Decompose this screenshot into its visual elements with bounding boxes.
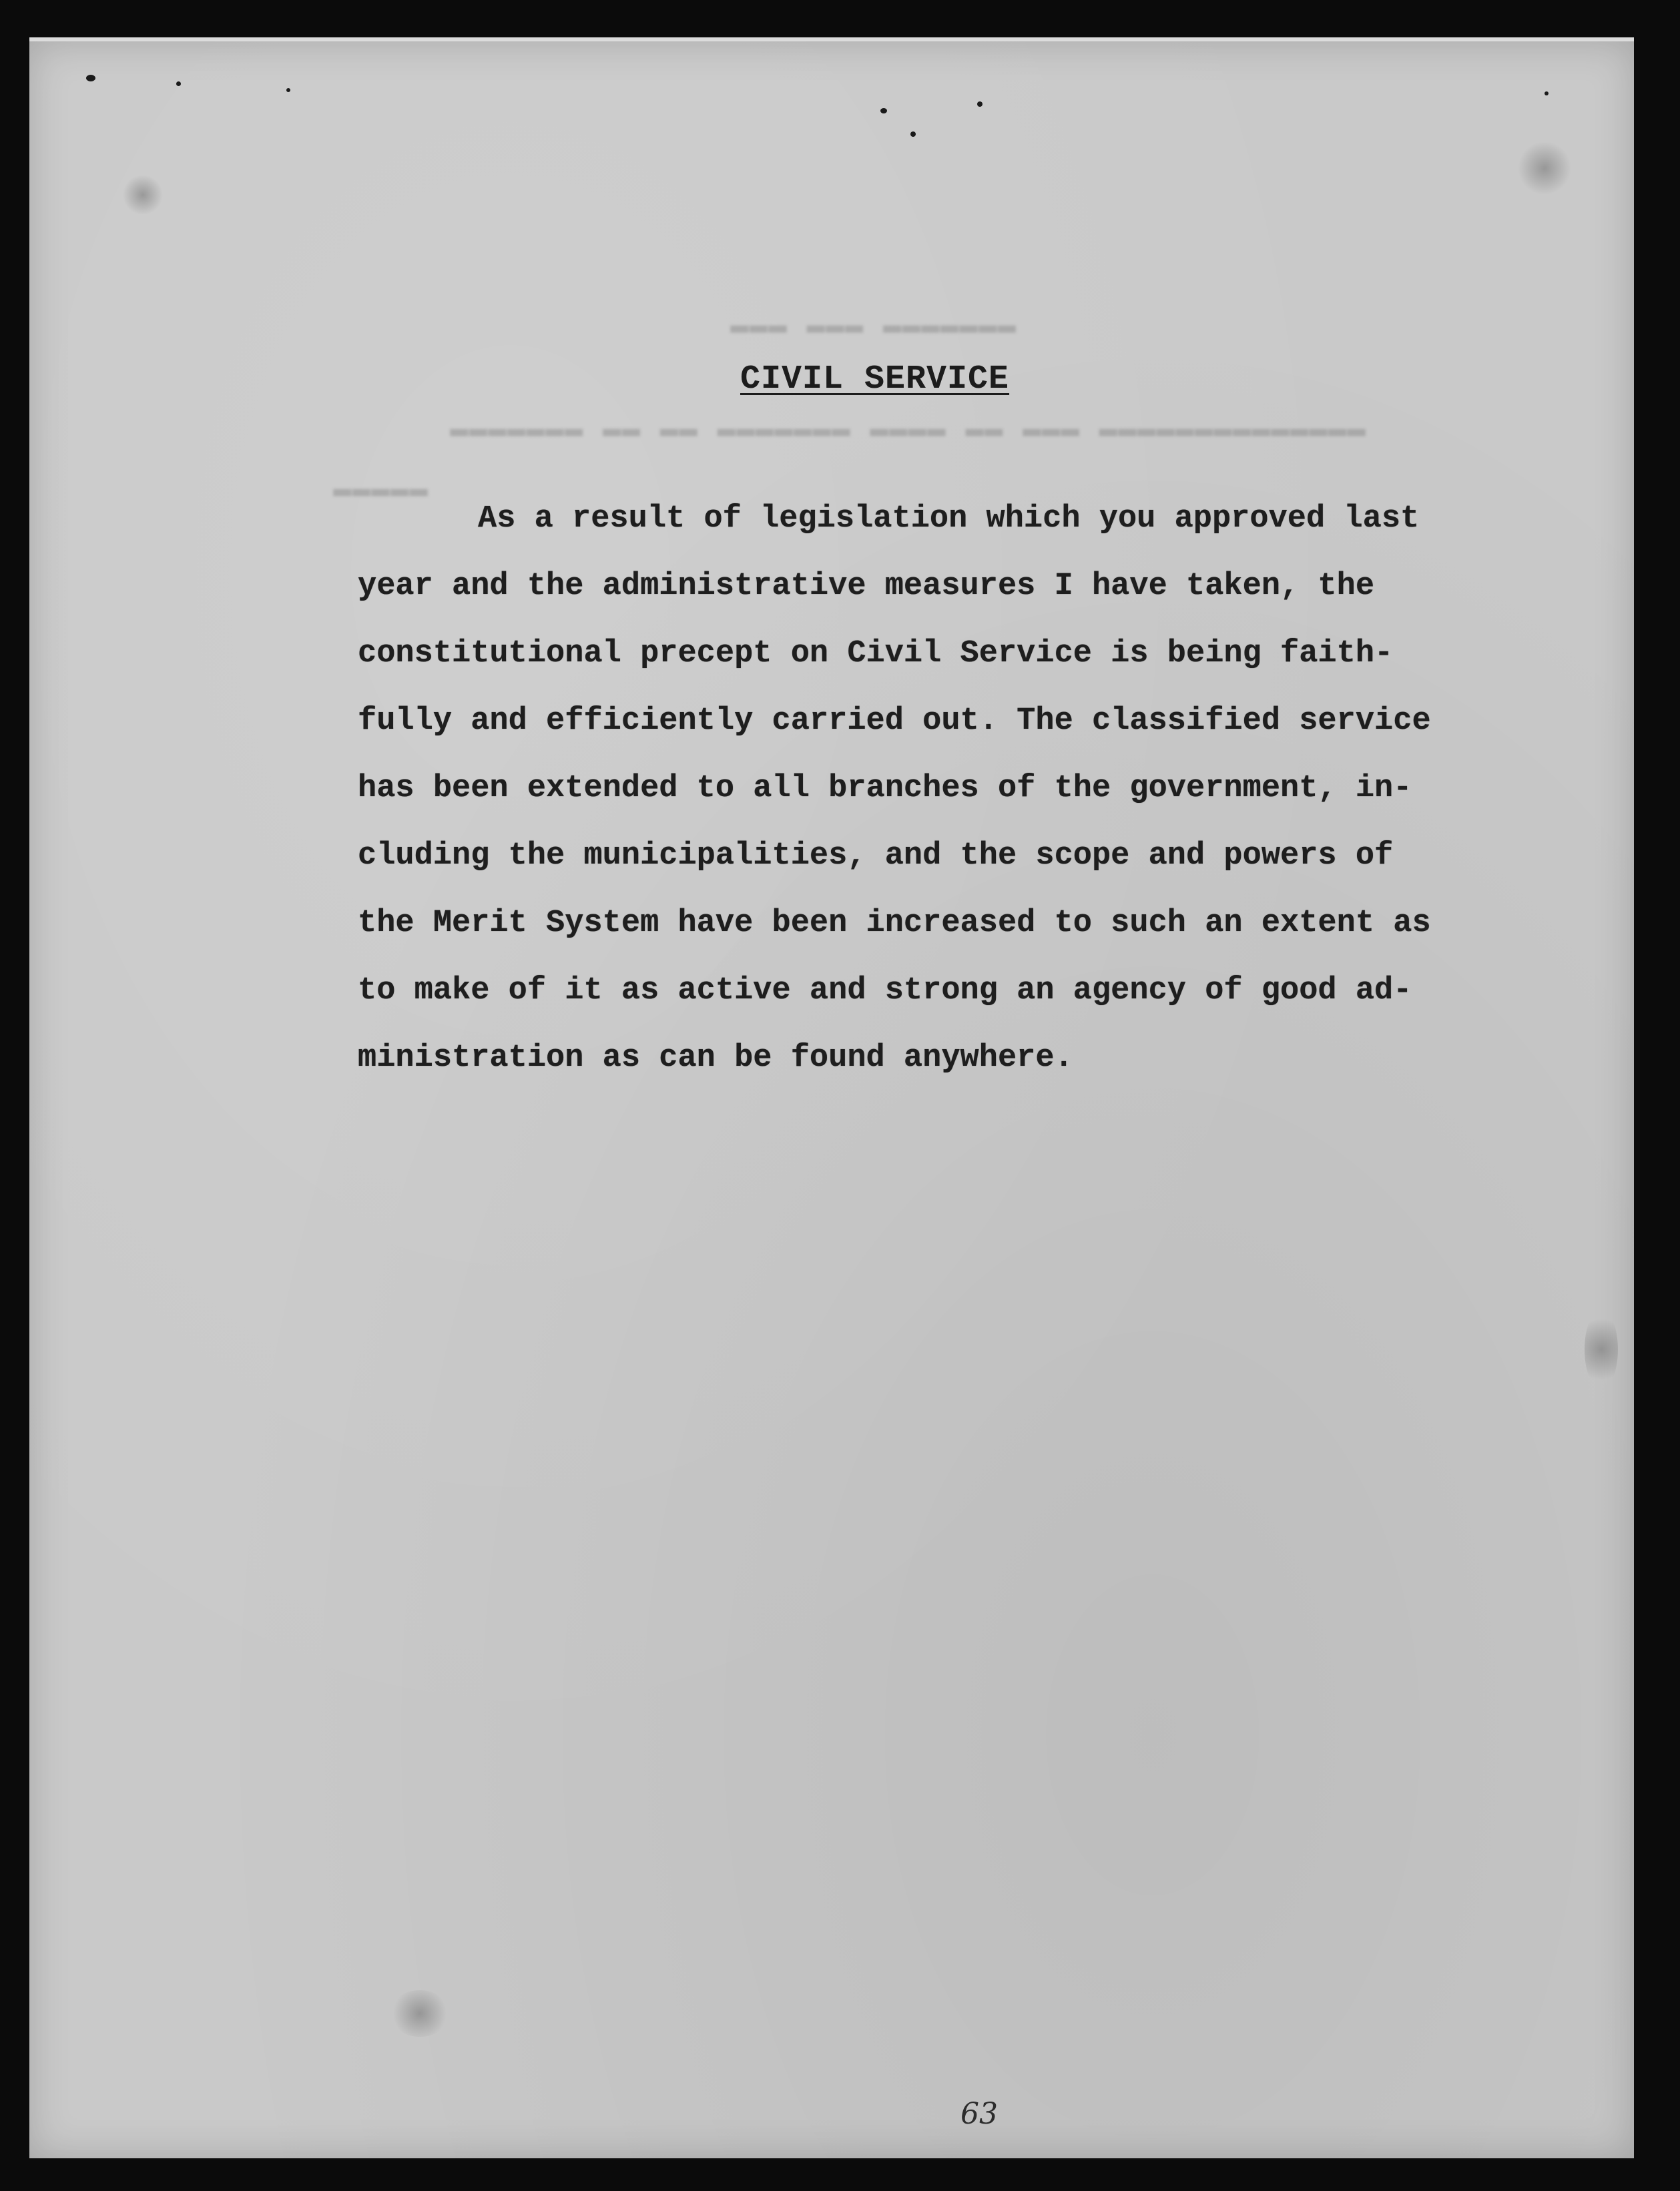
document-page	[29, 37, 1634, 2158]
paragraph-line: ministration as can be found anywhere.	[358, 1040, 1073, 1076]
scan-smudge	[1585, 1309, 1618, 1389]
body-paragraph	[358, 485, 1559, 1092]
paragraph-line: year and the administrative measures I have taken, the	[358, 569, 1375, 604]
page-number: 63	[960, 2097, 998, 2131]
show-through-text: ▬▬▬ ▬▬▬ ▬▬▬▬▬▬▬	[730, 308, 1017, 343]
paragraph-line: cluding the municipalities, and the scope and powers of	[358, 838, 1394, 874]
dust-speck	[1545, 91, 1549, 95]
scan-smudge	[123, 175, 163, 215]
show-through-text: ▬▬▬▬▬	[333, 472, 429, 507]
paragraph-line: to make of it as active and strong an agency of good ad-	[358, 973, 1412, 1008]
scan-smudge	[1518, 141, 1571, 195]
dust-speck	[176, 81, 181, 86]
scan-smudge	[390, 1990, 450, 2037]
dust-speck	[286, 88, 290, 92]
show-through-text: ▬▬▬▬▬▬▬ ▬▬ ▬▬ ▬▬▬▬▬▬▬ ▬▬▬▬ ▬▬ ▬▬▬ ▬▬▬▬▬▬▬▬▬▬▬▬▬▬	[450, 412, 1367, 446]
paragraph-line: the Merit System have been increased to such an extent as	[358, 906, 1431, 941]
paragraph-line: As a result of legislation which you approved last	[478, 501, 1420, 537]
paragraph-line: constitutional precept on Civil Service is being faith-	[358, 636, 1394, 671]
dust-speck	[910, 131, 916, 137]
dust-speck	[880, 108, 887, 113]
paragraph-line: has been extended to all branches of the government, in-	[358, 771, 1412, 806]
paragraph-line: fully and efficiently carried out. The classified service	[358, 703, 1431, 739]
dust-speck	[86, 75, 95, 81]
document-heading: CIVIL SERVICE	[740, 360, 1010, 398]
dust-speck	[977, 101, 983, 107]
